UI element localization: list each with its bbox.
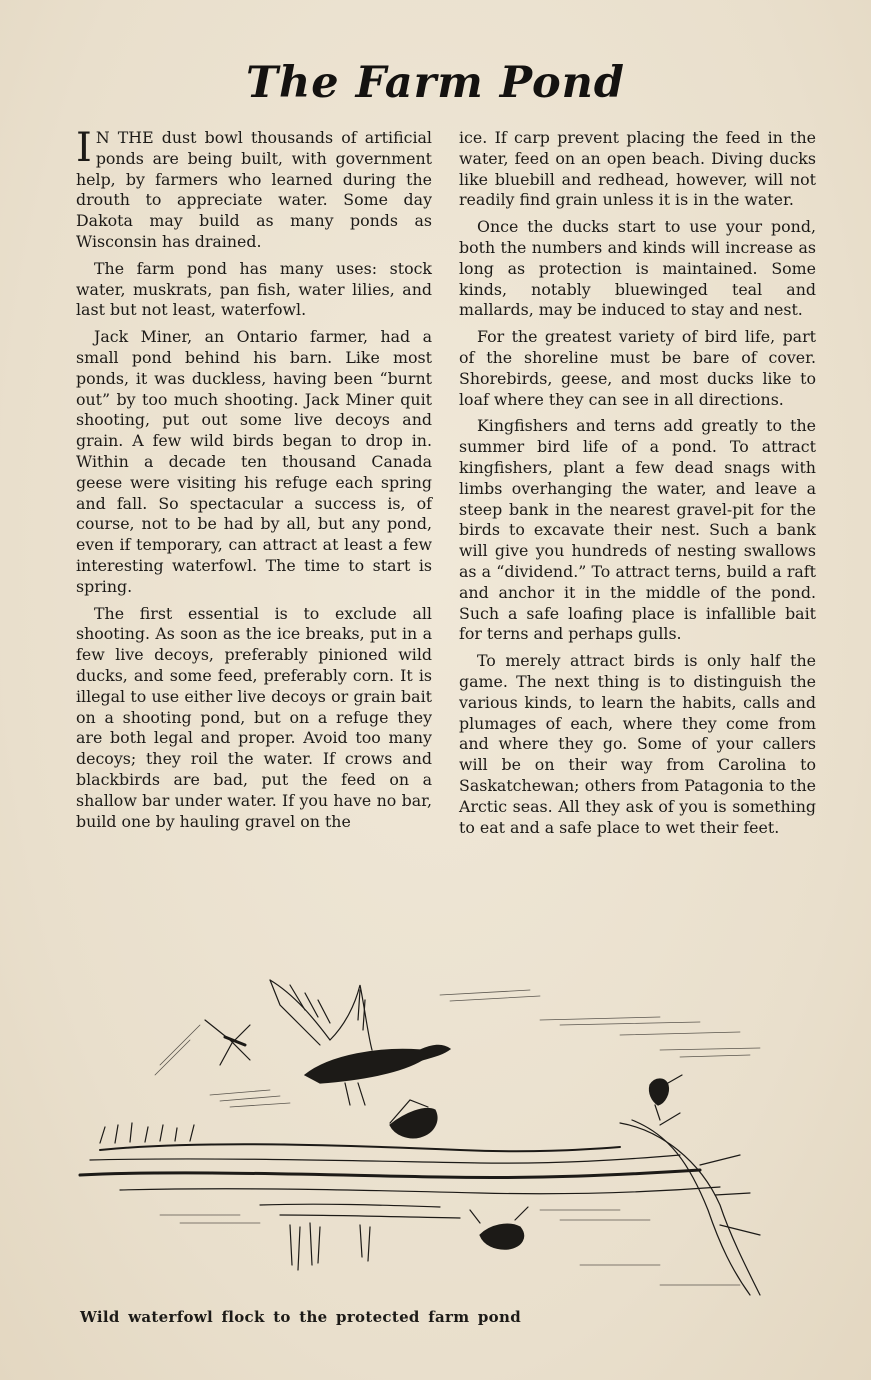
right-column: [459, 128, 816, 844]
left-column: [76, 125, 432, 838]
paragraph: The farm pond has many uses: stock water, muskrats, pan fish, water lilies, and last but not least, waterfowl.: [76, 258, 432, 320]
paragraph: ice. If carp prevent placing the feed in the water, feed on an open beach. Diving ducks like bluebill and redhead, however, will not readily find grain unless it is in the water.: [459, 128, 816, 210]
illustration-caption: Wild waterfowl flock to the protected farm pond: [80, 1308, 521, 1326]
landing-duck: [390, 1100, 437, 1138]
pond-illustration: [60, 965, 820, 1315]
small-flying-duck: [205, 1020, 250, 1065]
marsh-shoreline: [80, 1123, 720, 1270]
drop-cap: I: [76, 125, 92, 171]
swimming-duck: [470, 1207, 528, 1249]
water-ripples: [160, 1210, 740, 1285]
paragraph: For the greatest variety of bird life, part of the shoreline must be bare of cover. Shorebirds, geese, and most ducks like to loaf where they can see in all directions.: [459, 327, 816, 409]
kingfisher-on-snag: [620, 1075, 760, 1295]
sky-hatching: [155, 990, 760, 1107]
paragraph: To merely attract birds is only half the game. The next thing is to distinguish the various kinds, to learn the habits, calls and plumages of each, where they come from and where they go. Some of your callers will be on their way from Carolina to Saskatchewan; others from Patagonia to the Arctic seas. All they ask of you is something to eat and a safe place to wet their feet.: [459, 651, 816, 837]
paragraph: Kingfishers and terns add greatly to the summer bird life of a pond. To attract kingfishers, plant a few dead snags with limbs overhanging the water, and leave a steep bank in the nearest gravel-pit for the birds to excavate their nest. Such a bank will give you hundreds of nesting swallows as a “dividend.” To attract terns, build a raft and anchor it in the middle of the pond. Such a safe loafing place is infallible bait for terns and perhaps gulls.: [459, 416, 816, 644]
paragraph-text: N THE dust bowl thousands of artificial ponds are being built, with government help, by farmers who learned during the drouth to appreciate water. Some day Dakota may build as many ponds as Wisconsin has drained.: [76, 128, 432, 251]
paragraph: [76, 125, 432, 253]
flying-duck-illustration: [270, 980, 450, 1105]
paragraph: The first essential is to exclude all shooting. As soon as the ice breaks, put in a few live decoys, preferably pinioned wild ducks, and some feed, preferably corn. It is illegal to use either live decoys or grain bait on a shooting pond, but on a refuge they are both legal and proper. Avoid too many decoys; they roil the water. If crows and blackbirds are bad, put the feed on a shallow bar under water. If you have no bar, build one by hauling gravel on the: [76, 603, 432, 831]
paragraph: Jack Miner, an Ontario farmer, had a small pond behind his barn. Like most ponds, it was duckless, having been “burnt out” by too much shooting. Jack Miner quit shooting, put out some live decoys and grain. A few wild birds began to drop in. Within a decade ten thousand Canada geese were visiting his refuge each spring and fall. So spectacular a success is, of course, not to be had by all, but any pond, even if temporary, can attract at least a few interesting waterfowl. The time to start is spring.: [76, 327, 432, 596]
page-title: The Farm Pond: [246, 58, 625, 108]
paragraph: Once the ducks start to use your pond, both the numbers and kinds will increase as long as protection is maintained. Some kinds, notably bluewinged teal and mallards, may be induced to stay and nest.: [459, 217, 816, 320]
